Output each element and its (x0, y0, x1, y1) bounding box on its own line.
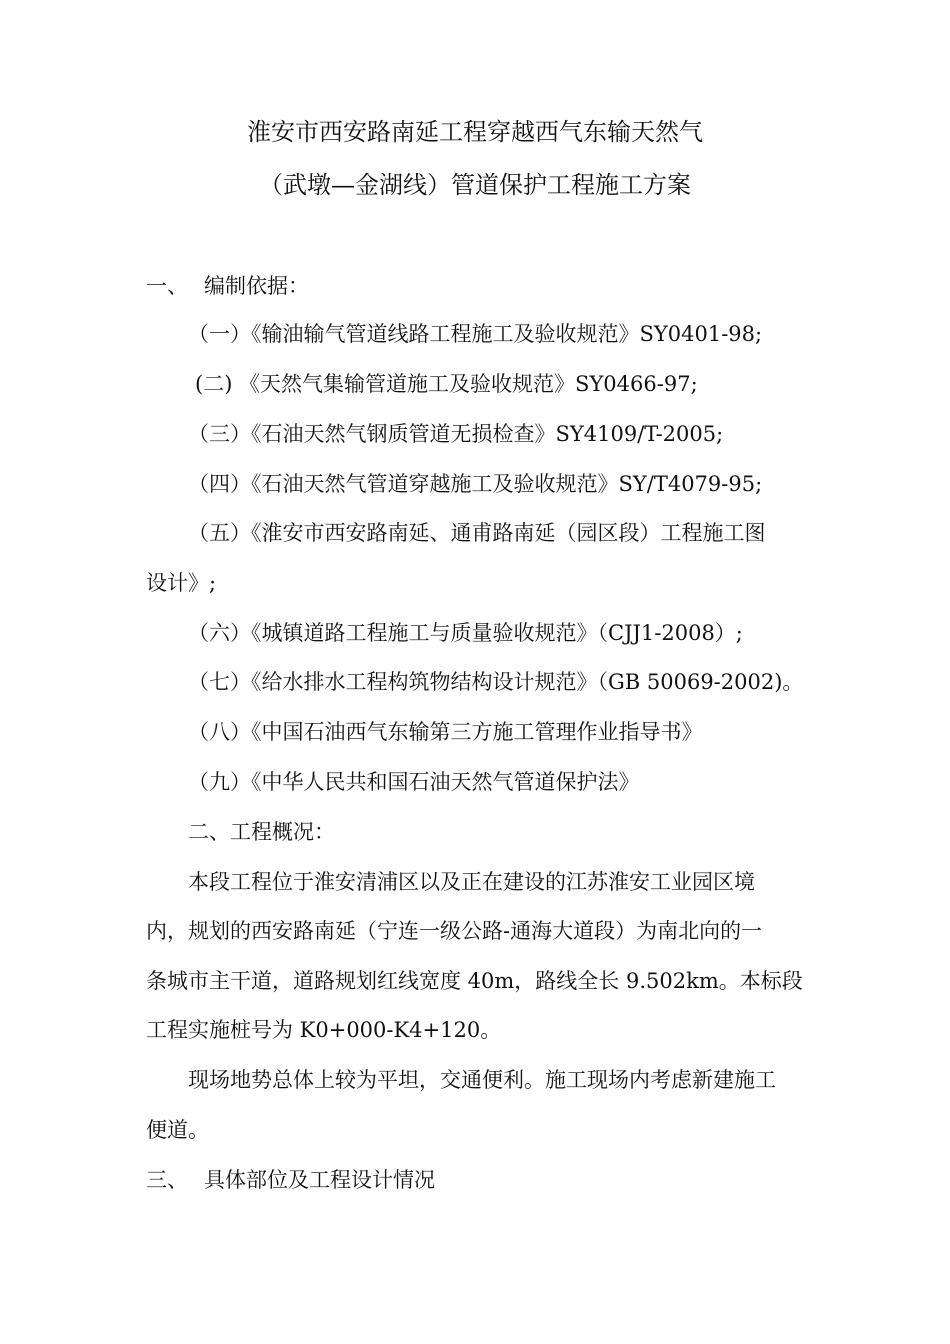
section-3-title: 具体部位及工程设计情况 (204, 1168, 435, 1192)
document-title-line-2: （武墩—金湖线）管道保护工程施工方案 (259, 171, 691, 199)
reference-item-1: （一）《输油输气管道线路工程施工及验收规范》SY0401-98; (188, 322, 763, 346)
section-3-number: 三、 (146, 1168, 188, 1192)
overview-paragraph-2-line-2: 便道。 (146, 1118, 209, 1142)
reference-item-6: （六）《城镇道路工程施工与质量验收规范》（CJJ1-2008）; (188, 621, 743, 645)
reference-item-7: （七）《给水排水工程构筑物结构设计规范》（GB 50069-2002)。 (188, 670, 804, 694)
section-1-number: 一、 (146, 274, 188, 298)
document-title-line-1: 淮安市西安路南延工程穿越西气东输天然气 (247, 118, 703, 146)
section-3-heading (146, 1170, 435, 1191)
reference-item-3: （三）《石油天然气钢质管道无损检查》SY4109/T-2005; (188, 422, 724, 446)
overview-paragraph-1-line-1: 本段工程位于淮安清浦区以及正在建设的江苏淮安工业园区境 (188, 870, 755, 894)
section-1-heading (146, 276, 309, 297)
reference-item-5-continuation: 设计》; (146, 571, 217, 595)
overview-paragraph-1-line-4: 工程实施桩号为 K0+000-K4+120。 (146, 1018, 502, 1042)
reference-item-4: （四）《石油天然气管道穿越施工及验收规范》SY/T4079-95; (188, 472, 763, 496)
reference-item-9: （九）《中华人民共和国石油天然气管道保护法》 (188, 770, 640, 794)
reference-item-5: （五）《淮安市西安路南延、通甫路南延（园区段）工程施工图 (188, 521, 766, 545)
overview-paragraph-1-line-3: 条城市主干道，道路规划红线宽度 40m，路线全长 9.502km。本标段 (146, 969, 803, 993)
section-1-title: 编制依据： (204, 274, 309, 298)
section-2-heading: 二、工程概况： (188, 820, 335, 844)
overview-paragraph-2-line-1: 现场地势总体上较为平坦，交通便利。施工现场内考虑新建施工 (188, 1068, 776, 1092)
overview-paragraph-1-line-2: 内，规划的西安路南延（宁连一级公路-通海大道段）为南北向的一 (146, 919, 763, 943)
reference-item-2: (二) 《天然气集输管道施工及验收规范》SY0466-97; (195, 372, 698, 396)
reference-item-8: （八）《中国石油西气东输第三方施工管理作业指导书》 (188, 720, 703, 744)
